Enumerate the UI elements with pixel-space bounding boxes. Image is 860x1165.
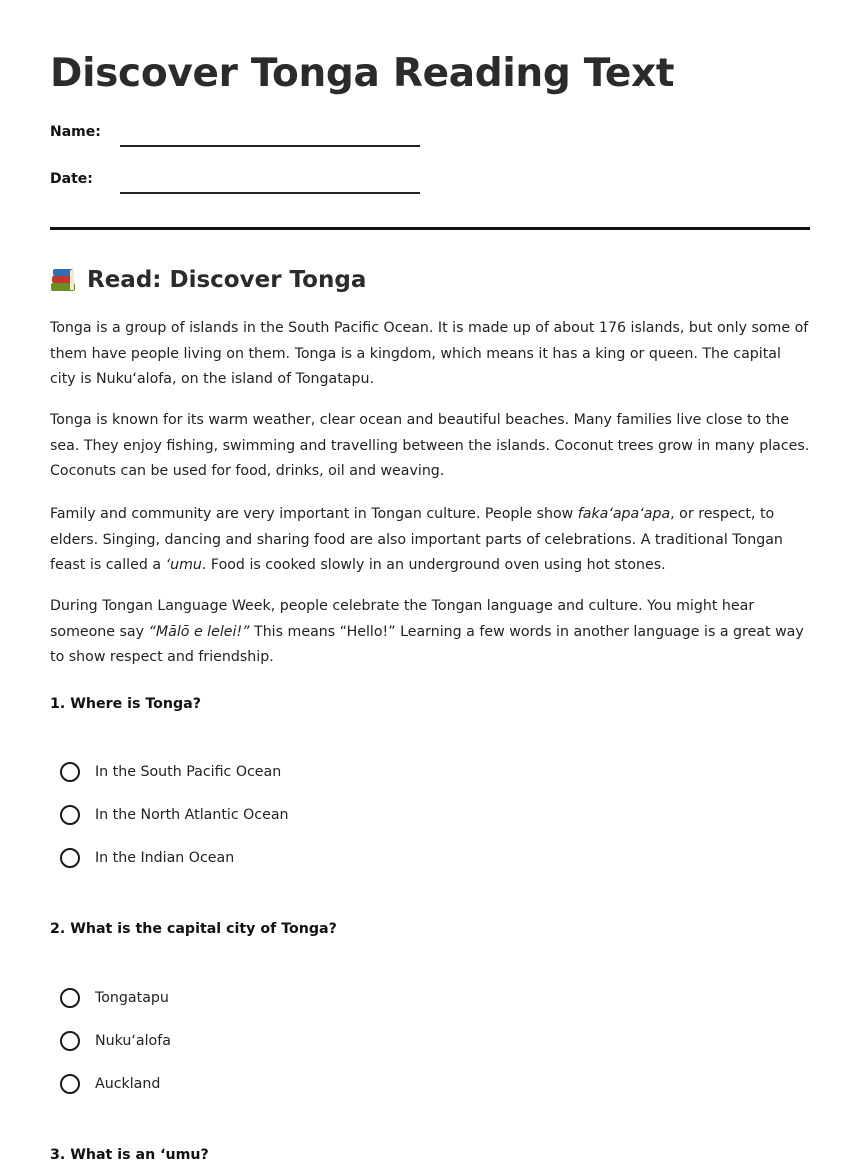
reading-paragraph	[50, 408, 810, 485]
paragraph-text: Family and community are very important in Tongan culture. People show	[50, 506, 578, 522]
date-label: Date:	[50, 171, 93, 187]
reading-paragraph	[50, 594, 810, 671]
tongan-greeting: “Mālō e lelei!”	[148, 623, 250, 640]
tongan-term-feast: ʻumu	[165, 557, 202, 573]
answer-option[interactable]	[60, 845, 234, 871]
paragraph-text: . Food is cooked slowly in an underground oven using hot stones.	[201, 557, 666, 573]
question-3: 3. What is an ʻumu?	[50, 1147, 209, 1163]
radio-button[interactable]	[60, 762, 80, 782]
answer-option[interactable]	[60, 1071, 160, 1097]
radio-button[interactable]	[60, 1074, 80, 1094]
section-heading	[50, 264, 366, 296]
radio-button[interactable]	[60, 848, 80, 868]
section-title: Read: Discover Tonga	[87, 267, 367, 293]
name-input-line[interactable]	[120, 145, 420, 147]
reading-paragraph	[50, 502, 810, 579]
option-label: Tongatapu	[95, 990, 169, 1006]
books-icon	[50, 267, 76, 293]
date-input-line[interactable]	[120, 192, 420, 194]
section-divider	[50, 227, 810, 230]
paragraph-text: , or respect, to elders. Singing, dancing and sharing food are also important parts of celebrations. A traditional Tongan feast is called a	[50, 506, 783, 573]
page-title: Discover Tonga Reading Text	[50, 51, 675, 96]
option-label: In the South Pacific Ocean	[95, 764, 282, 780]
option-label: Auckland	[95, 1076, 161, 1092]
name-field	[50, 122, 450, 152]
radio-button[interactable]	[60, 1031, 80, 1051]
answer-option[interactable]	[60, 1028, 171, 1054]
radio-button[interactable]	[60, 805, 80, 825]
paragraph-text: Tonga is a group of islands in the South Pacific Ocean. It is made up of about 176 islands, but only some of them have people living on them. Tonga is a kingdom, which means it has a king or queen. The capital city is Nukuʻalofa, on the island of Tongatapu.	[50, 320, 809, 387]
question-1: 1. Where is Tonga?	[50, 696, 201, 712]
paragraph-text: Tonga is known for its warm weather, clear ocean and beautiful beaches. Many families live close to the sea. They enjoy fishing, swimming and travelling between the islands. Coconut trees grow in many places. Coconuts can be used for food, drinks, oil and weaving.	[50, 412, 810, 479]
radio-button[interactable]	[60, 988, 80, 1008]
answer-option[interactable]	[60, 985, 169, 1011]
reading-paragraph	[50, 316, 810, 393]
tongan-term-respect: fakaʻapaʻapa	[577, 506, 671, 522]
option-label: Nukuʻalofa	[95, 1033, 171, 1049]
paragraph-text: During Tongan Language Week, people celebrate the Tongan language and culture. You might hear someone say	[50, 598, 755, 640]
option-label: In the North Atlantic Ocean	[95, 807, 289, 823]
paragraph-text: This means “Hello!” Learning a few words in another language is a great way to show respect and friendship.	[50, 623, 804, 665]
answer-option[interactable]	[60, 759, 281, 785]
name-label: Name:	[50, 124, 101, 140]
answer-option[interactable]	[60, 802, 289, 828]
question-2: 2. What is the capital city of Tonga?	[50, 921, 337, 937]
option-label: In the Indian Ocean	[95, 850, 235, 866]
date-field	[50, 169, 450, 199]
